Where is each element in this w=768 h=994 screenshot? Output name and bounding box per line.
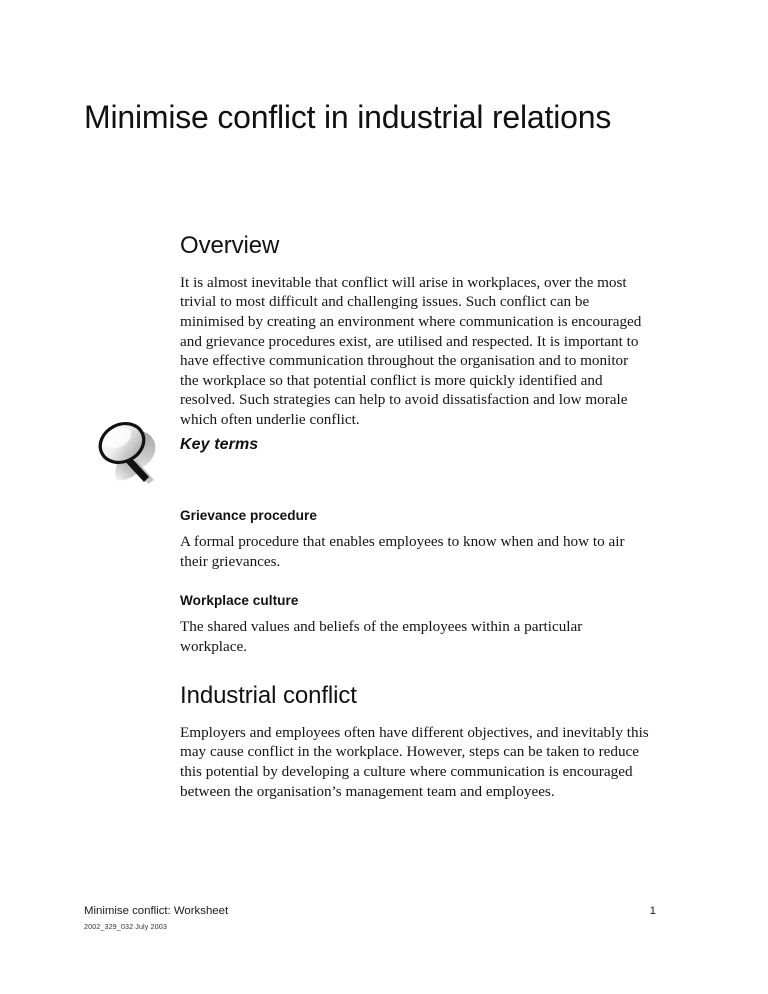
page-footer [84, 905, 656, 931]
footer-document-label: Minimise conflict: Worksheet [84, 905, 229, 917]
overview-section [180, 232, 648, 430]
footer-document-code: 2002_329_032 July 2003 [84, 922, 167, 931]
footer-page-number: 1 [649, 905, 656, 917]
industrial-conflict-body: Employers and employees often have different objectives, and inevitably this may cause conflict in the workplace. However, steps can be taken to reduce this potential by developing a culture where communication is encouraged between the organisation’s management team and employees. [180, 723, 649, 800]
overview-heading: Overview [180, 232, 280, 259]
key-terms-banner [0, 418, 768, 492]
key-term-title: Grievance procedure [180, 508, 317, 523]
industrial-conflict-heading: Industrial conflict [180, 682, 357, 709]
key-term-entry [180, 508, 648, 571]
key-term-entry [180, 593, 648, 656]
magnifying-glass-icon [96, 420, 170, 490]
key-term-title: Workplace culture [180, 593, 299, 609]
overview-body: It is almost inevitable that conflict will arise in workplaces, over the most trivial to most difficult and challenging issues. Such conflict can be minimised by creating an environment where communication is encouraged and grievance procedures exist, are utilised and respected. It is important to have effective communication throughout the organisation and to monitor the workplace so that potential conflict is more quickly identified and resolved. Such strategies can help to avoid dissatisfaction and low morale which often underlie conflict. [180, 273, 642, 428]
key-terms-list [180, 508, 648, 656]
industrial-conflict-section [180, 682, 652, 801]
key-term-definition: The shared values and beliefs of the employees within a particular workplace. [180, 618, 583, 655]
key-terms-label: Key terms [180, 436, 259, 453]
page-title: Minimise conflict in industrial relations [84, 99, 612, 136]
key-term-definition: A formal procedure that enables employees to know when and how to air their grievances. [180, 533, 625, 570]
